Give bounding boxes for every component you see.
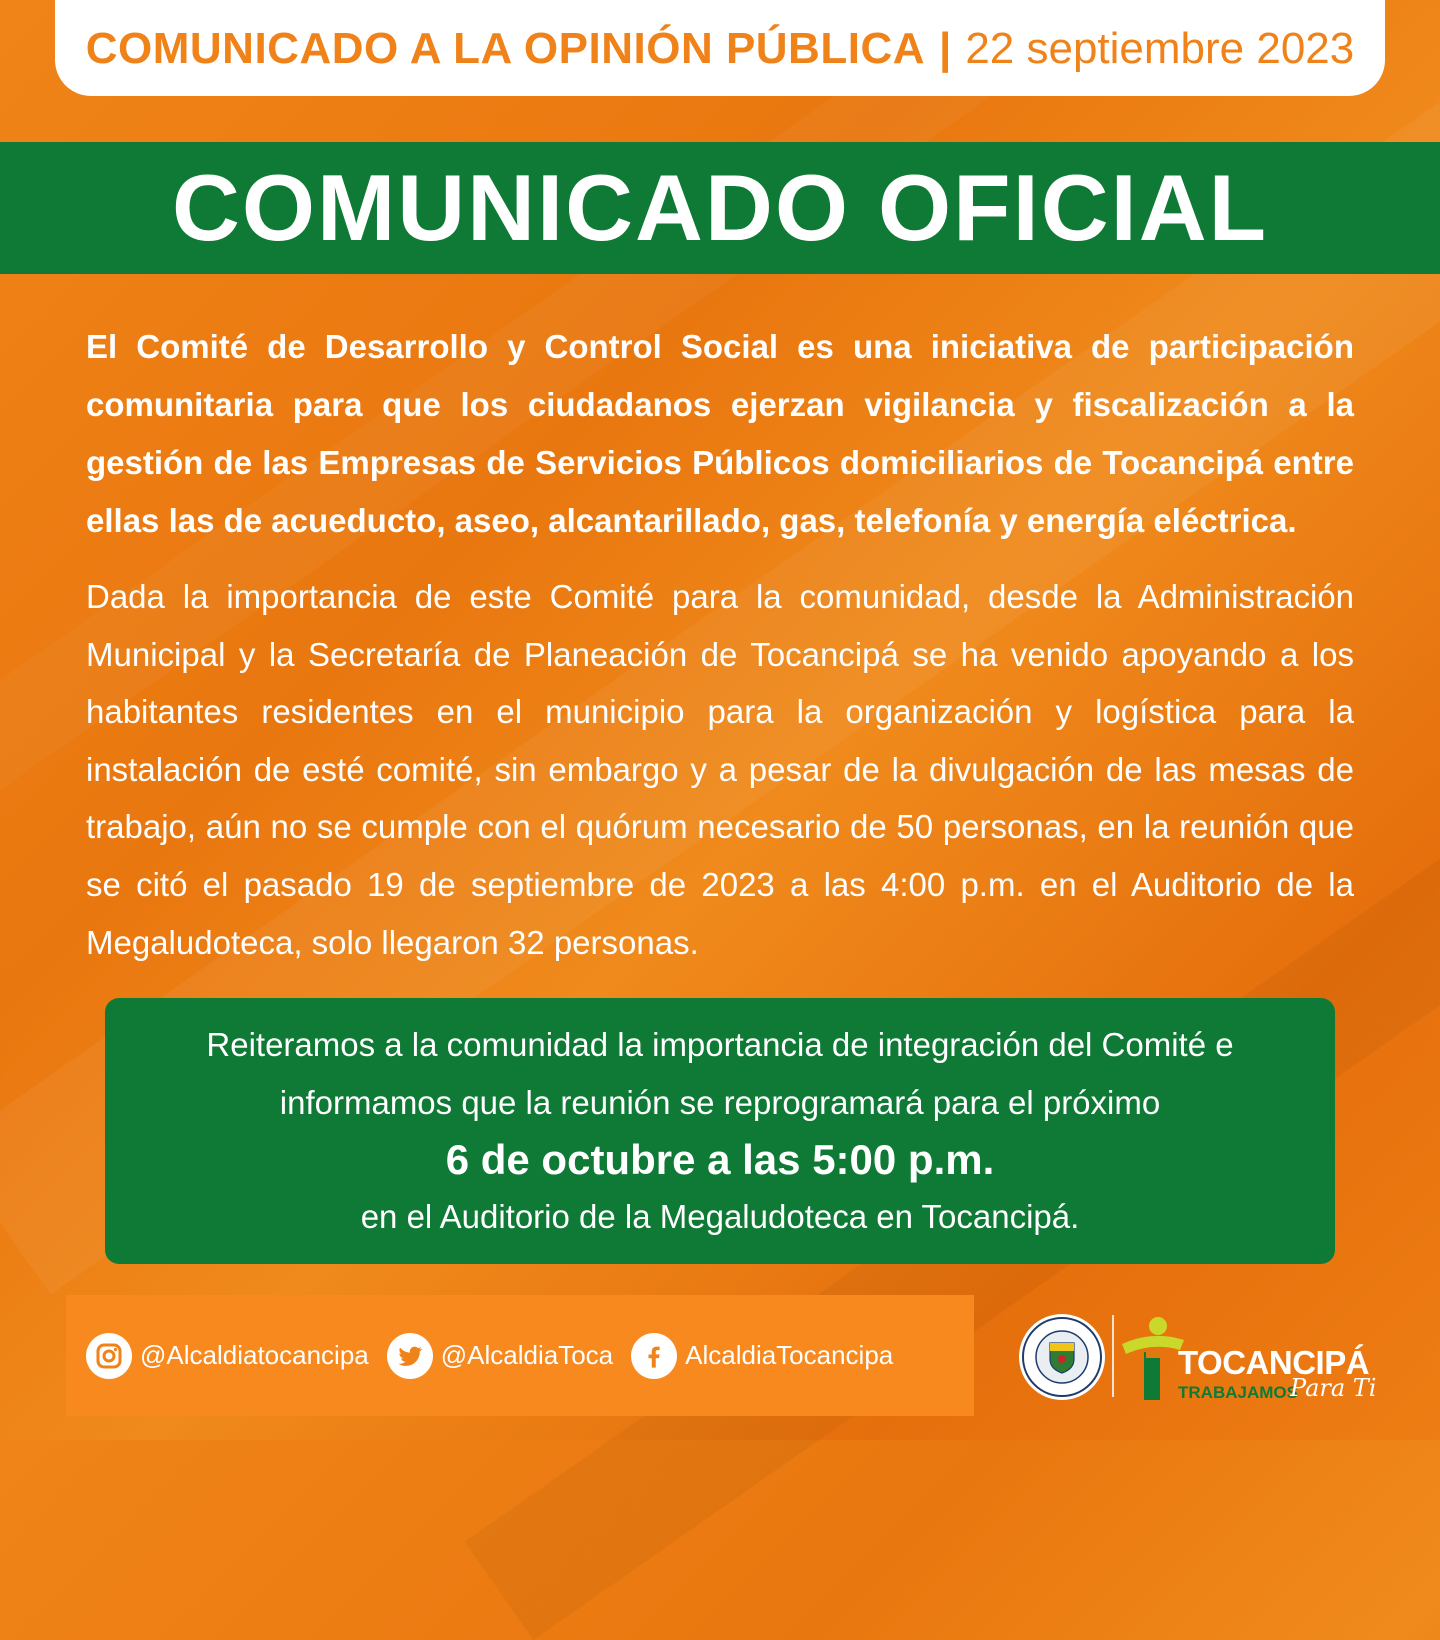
instagram-handle: @Alcaldiatocancipa [140,1340,369,1370]
reschedule-notice [105,998,1335,1264]
social-facebook[interactable] [631,1333,893,1379]
facebook-handle: AlcaldiaTocancipa [685,1340,894,1370]
twitter-handle: @AlcaldiaToca [440,1340,614,1370]
social-twitter[interactable] [387,1333,613,1379]
official-banner [0,142,1440,274]
header-title: COMUNICADO A LA OPINIÓN PÚBLICA [85,24,925,73]
paragraph-intro: El Comité de Desarrollo y Control Social es una iniciativa de participación comunitaria para que los ciudadanos ejerzan vigilancia y fiscalización a la gestión de las Empresas de Servicios Públicos domiciliarios de Tocancipá entre ellas las de acueducto, aseo, alcantarillado, gas, telefonía y energía eléctrica. [86,328,1354,539]
municipal-seal [1018,1313,1106,1401]
notice-line-1: Reiteramos a la comunidad la importancia de integración del Comité e [206,1026,1234,1063]
brand-name: TOCANCIPÁ [1178,1344,1370,1381]
statement-body [86,318,1354,971]
social-instagram[interactable] [86,1333,369,1379]
header-date: 22 septiembre 2023 [965,24,1355,73]
header-separator: | [939,24,952,73]
instagram-icon [86,1333,132,1379]
page-title: COMUNICADO OFICIAL [171,155,1269,260]
notice-line-3: en el Auditorio de la Megaludoteca en Tocancipá. [360,1198,1080,1235]
twitter-icon [387,1333,433,1379]
notice-line-2: informamos que la reunión se reprogramará para el próximo [279,1084,1161,1121]
paragraph-details: Dada la importancia de este Comité para la comunidad, desde la Administración Municipal y la Secretaría de Planeación de Tocancipá se ha venido apoyando a los habitantes residentes en el municipio para la organización y logística para la instalación de esté comité, sin embargo y a pesar de la divulgación de las mesas de trabajo, aún no se cumple con el quórum necesario de 50 personas, en la reunión que se citó el pasado 19 de septiembre de 2023 a las 4:00 p.m. en el Auditorio de la Megaludoteca, solo llegaron 32 personas. [86,578,1354,961]
social-bar [66,1295,974,1416]
logo-divider [1112,1315,1114,1397]
facebook-icon [631,1333,677,1379]
brand-slogan: TRABAJAMOS [1178,1383,1298,1402]
brand-slogan-script: Para Ti [1290,1374,1377,1402]
header-banner [55,0,1385,96]
notice-date-highlight: 6 de octubre a las 5:00 p.m. [445,1136,995,1183]
